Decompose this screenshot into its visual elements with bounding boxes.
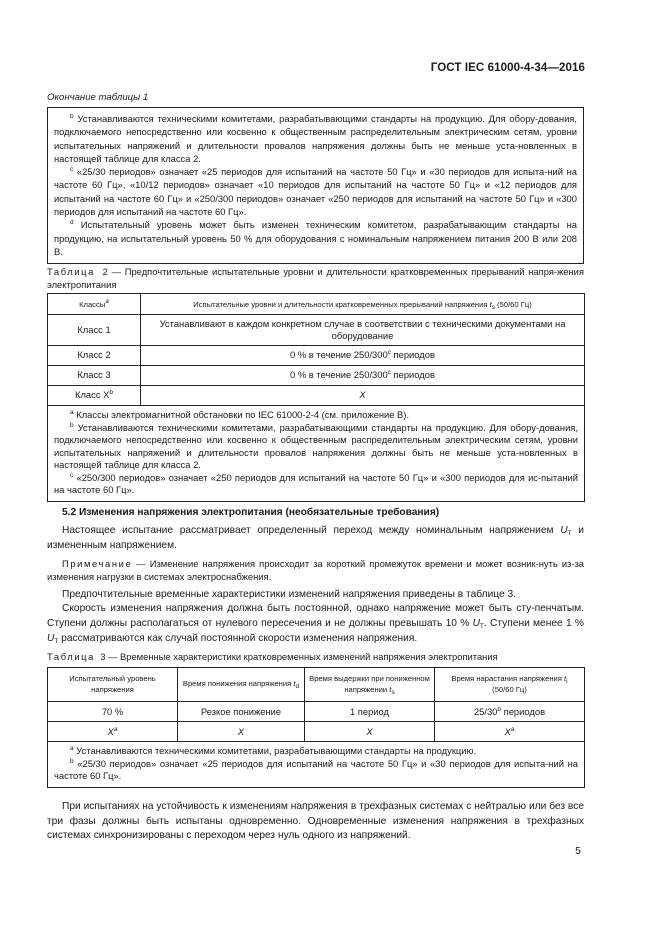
paragraph: При испытаниях на устойчивость к изменениям напряжения в трехфазных системах с нейтралью или без все три фазы должны быть испытаны одновременно. Одновременные изменения напряжения в трехфазных системах синхронизированы с переходом через нуль одного из напряжений. [47, 801, 584, 842]
column-header: Время нарастания напряжения $t_i$ (50/60 Гц) [435, 668, 585, 702]
table-header-row [48, 294, 585, 315]
table-cell: 1 период [305, 702, 435, 722]
table-footnotes [48, 406, 585, 502]
table-cell: X [178, 722, 305, 742]
table-cell: $X^a$ [48, 722, 178, 742]
table-cell: $X^a$ [435, 722, 585, 742]
table1-footnotes [47, 107, 584, 264]
table-cell: Класс 3 [48, 366, 141, 386]
paragraph: Предпочтительные временные характеристики изменений напряжения приведены в таблице 3. [62, 588, 516, 600]
column-header: Время понижения напряжения $t_d$ [178, 668, 305, 702]
table-cell: Класс $X^b$ [48, 386, 141, 406]
table-cell: X [141, 386, 585, 406]
table3 [47, 667, 585, 788]
table-cell: Класс 1 [48, 315, 141, 346]
paragraph: Настоящее испытание рассматривает определенный переход между номинальным напряжением $U_T$ и измененным напряжением. [47, 525, 584, 551]
table-row [48, 346, 585, 366]
table2-caption: Таблица 2 — Предпочтительные испытательные уровни и длительности кратковременных прерываний напря-жения электропитания [47, 266, 584, 291]
table-footnotes [48, 742, 585, 788]
footnote: $^c$ «250/300 периодов» означает «250 периодов для испытаний на частоте 50 Гц» и «300 периодов для ис-пытаний на частоте 60 Гц». [54, 471, 578, 495]
table-row [48, 315, 585, 346]
table2 [47, 293, 585, 502]
footnote: $^b$ «25/30 периодов» означает «25 периодов для испытаний на частоте 50 Гц» и «30 периодов для испыта-ний на частоте 60 Гц». [54, 757, 578, 781]
footnote: $^b$ Устанавливаются техническими комитетами, разрабатывающими стандарты на продукцию. Для обору-дования, подключаемого непосредственно или косвенно к общественным распределительным электрическим сетям, уровни испытательных напряжений и длительности провалов напряжения должны быть не меньше уста-новленных в настоящей таблице для класса 2. [54, 113, 577, 164]
table3-caption: Таблица 3 — Временные характеристики кратковременных изменений напряжения электропитания [47, 651, 498, 662]
closing-paragraph [47, 800, 584, 844]
section-heading: 5.2 Изменения напряжения электропитания (необязательные требования) [62, 507, 440, 518]
footnote: $^b$ Устанавливаются техническими комитетами, разрабатывающими стандарты на продукцию. Для обору-дования, подключаемого непосредственно или косвенно к общественным распределительным электрическим сетям, уровни испытательных напряжений и длительности провалов напряжения должны быть не меньше уста-новленных в настоящей таблице для класса 2. [54, 421, 578, 470]
footnote: $^d$ Испытательный уровень может быть изменен техническим комитетом, разрабатывающим стандарты на продукцию, на испытательный уровень 50 % для оборудования с номинальным напряжением питания 200 В или 208 В. [54, 219, 577, 257]
table-cell: Устанавливают в каждом конкретном случае в соответствии с техническими документами на оборудование [141, 315, 585, 346]
page-number: 5 [575, 845, 581, 857]
table-cell: X [305, 722, 435, 742]
table-cell: 70 % [48, 702, 178, 722]
table-row [48, 366, 585, 386]
paragraph: Скорость изменения напряжения должна быть постоянной, однако напряжение может быть сту-пенчатым. Ступени должны располагаться от нулевого пересечения и не должны превышать 10 % $U_T$. Ступени менее 1 % $U_T$ рассматриваются как случай постоянной скорости изменения напряжения. [47, 603, 584, 645]
table-cell: 0 % в течение 250/300$^c$ периодов [141, 346, 585, 366]
table-cell: Резкое понижение [178, 702, 305, 722]
column-header: Время выдержки при пониженном напряжении $t_s$ [305, 668, 435, 702]
column-header: Классы$^a$ [48, 294, 141, 315]
table-footnotes-row [48, 406, 585, 502]
footnote: $^a$ Устанавливаются техническими комитетами, разрабатывающими стандарты на продукцию. [70, 745, 477, 756]
table-row [48, 702, 585, 722]
table-header-row [48, 668, 585, 702]
table-footnotes-row [48, 742, 585, 788]
table-cell: 25/30$^b$ периодов [435, 702, 585, 722]
table-cell: Класс 2 [48, 346, 141, 366]
column-header: Испытательные уровни и длительности кратковременных прерываний напряжения $t_s$ (50/60 Гц) [141, 294, 585, 315]
footnote: $^a$ Классы электромагнитной обстановки по IEC 61000-2-4 (см. приложение В). [70, 409, 410, 420]
document-code: ГОСТ IEC 61000-4-34—2016 [430, 62, 585, 74]
table-row [48, 386, 585, 406]
section-body [47, 524, 584, 646]
table-cell: 0 % в течение 250/300$^c$ периодов [141, 366, 585, 386]
table-row [48, 722, 585, 742]
note: Примечание — Изменение напряжения происходит за короткий промежуток времени и может возник-нуть из-за изменения нагрузки в системах электроснабжения. [47, 558, 584, 583]
table-continuation-title: Окончание таблицы 1 [47, 92, 149, 103]
column-header: Испытательный уровень напряжения [48, 668, 178, 702]
footnote: $^c$ «25/30 периодов» означает «25 периодов для испытаний на частоте 50 Гц» и «30 периодов для испыта-ний на частоте 60 Гц», «10/12 периодов» означает «10 периодов для испытаний на частоте 50 Гц» и «12 периодов для испытаний на частоте 60 Гц» и «250/300 периодов» означает «250 периодов для испытаний на частоте 50 Гц» и «300 периодов для испытаний на частоте 60 Гц». [54, 166, 577, 218]
